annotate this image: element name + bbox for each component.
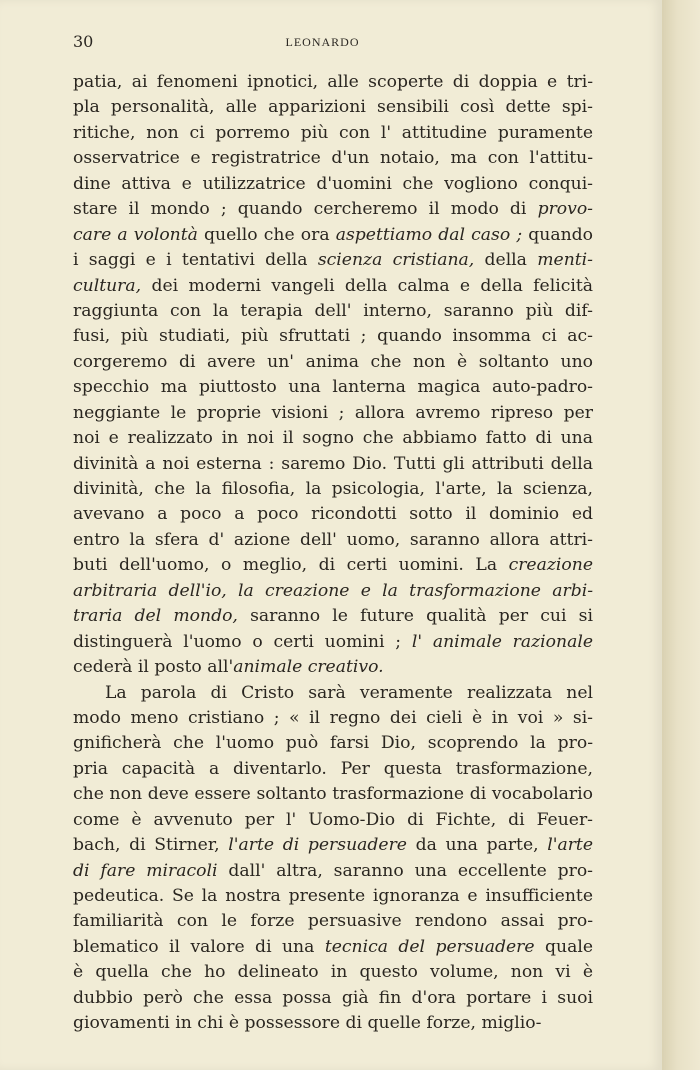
text-segment: osservatrice e registratrice d'un notaio, ma con l'attitu-	[73, 148, 593, 169]
text-line	[73, 223, 593, 248]
text-segment: pla personalità, alle apparizioni sensibili così dette spi-	[73, 97, 593, 118]
text-line	[73, 274, 593, 299]
text-segment: blematico il valore di una	[73, 936, 325, 957]
text-line	[73, 757, 593, 782]
text-segment: saranno le future qualità per cui si	[237, 606, 593, 627]
text-segment: patia, ai fenomeni ipnotici, alle scoperte di doppia e tri-	[73, 72, 593, 92]
text-segment: dine attiva e utilizzatrice d'uomini che vogliono conqui-	[73, 173, 593, 194]
text-segment: è quella che ho delineato in questo volume, non vi è	[73, 962, 593, 983]
running-head: LEONARDO	[285, 35, 360, 49]
text-segment: divinità a noi esterna : saremo Dio. Tutti gli attributi della	[73, 453, 593, 474]
text-line	[73, 655, 593, 680]
text-segment: avevano a poco a poco ricondotti sotto il dominio ed	[73, 504, 593, 525]
text-segment: pedeutica. Se la nostra presente ignoranza e insufficiente	[73, 886, 593, 906]
text-line	[73, 401, 593, 426]
text-line	[73, 808, 593, 833]
text-line	[73, 375, 593, 400]
italic-text: menti-	[537, 250, 593, 271]
page-number: 30	[73, 32, 94, 51]
body-text	[73, 70, 593, 1037]
text-line	[73, 681, 593, 706]
text-line	[73, 630, 593, 655]
text-line	[73, 731, 593, 756]
italic-text: provo-	[537, 199, 593, 220]
text-segment: entro la sfera d' azione dell' uomo, saranno allora attri-	[73, 529, 593, 550]
text-line	[73, 909, 593, 934]
text-line	[73, 70, 593, 95]
italic-text: traria del mondo,	[73, 606, 238, 627]
text-segment: dall' altra, saranno una eccellente pro-	[217, 860, 593, 881]
text-segment: cederà il posto all'	[73, 657, 234, 678]
text-line	[73, 477, 593, 502]
italic-text: di fare miracoli	[73, 860, 218, 881]
italic-text: l'arte di persuadere	[228, 835, 407, 856]
text-segment: quello che ora	[197, 224, 336, 245]
italic-text: animale creativo.	[233, 657, 384, 678]
text-segment: quale	[534, 936, 593, 957]
text-line	[73, 502, 593, 527]
text-segment: pria capacità a diventarlo. Per questa trasformazione,	[73, 758, 593, 779]
text-segment: fusi, più studiati, più sfruttati ; quando insomma ci ac-	[73, 326, 593, 347]
text-segment: stare il mondo ; quando cercheremo il modo di	[73, 199, 538, 220]
text-segment: giovamenti in chi è possessore di quelle forze, miglio-	[73, 1013, 542, 1034]
text-line	[73, 833, 593, 858]
text-segment: della	[474, 250, 538, 271]
italic-text: aspettiamo dal caso ;	[335, 224, 523, 245]
italic-text: tecnica del persuadere	[324, 936, 535, 957]
text-segment: raggiunta con la terapia dell' interno, saranno più dif-	[73, 300, 593, 321]
text-segment: da una parte,	[406, 835, 548, 856]
text-line	[73, 426, 593, 451]
text-segment: come è avvenuto per l' Uomo-Dio di Fichte, di Feuer-	[73, 809, 593, 830]
page-header	[0, 32, 662, 56]
text-line	[73, 1011, 593, 1036]
text-segment: noi e realizzato in noi il sogno che abbiamo fatto di una	[73, 428, 593, 449]
italic-text: l'arte	[547, 835, 593, 856]
italic-text: care a volontà	[73, 224, 198, 245]
text-segment: modo meno cristiano ; « il regno dei cieli è in voi » si-	[73, 707, 593, 728]
text-line	[73, 121, 593, 146]
text-line	[73, 960, 593, 985]
text-line	[73, 146, 593, 171]
text-segment: bach, di Stirner,	[73, 835, 229, 856]
text-line	[73, 579, 593, 604]
text-line	[73, 706, 593, 731]
text-line	[73, 299, 593, 324]
text-line	[73, 604, 593, 629]
text-segment: ritiche, non ci porremo più con l' attitudine puramente	[73, 122, 593, 143]
text-segment: quando	[522, 224, 593, 245]
text-segment: corgeremo di avere un' anima che non è soltanto uno	[73, 351, 593, 372]
italic-text: cultura,	[73, 275, 142, 296]
text-line	[73, 452, 593, 477]
italic-text: l' animale razionale	[411, 631, 593, 652]
page-gutter	[662, 0, 700, 1070]
text-line	[73, 935, 593, 960]
text-line	[73, 197, 593, 222]
text-segment: La parola di Cristo sarà veramente realizzata nel	[105, 682, 593, 703]
text-segment: specchio ma piuttosto una lanterna magica auto-padro-	[73, 377, 593, 398]
text-line	[73, 782, 593, 807]
text-line	[73, 859, 593, 884]
text-line	[73, 528, 593, 553]
text-segment: i saggi e i tentativi della	[73, 250, 318, 271]
text-segment: neggiante le proprie visioni ; allora avremo ripreso per	[73, 402, 593, 423]
italic-text: creazione	[508, 555, 593, 576]
text-segment: che non deve essere soltanto trasformazione di vocabolario	[73, 784, 593, 805]
text-segment: familiarità con le forze persuasive rendono assai pro-	[73, 911, 593, 932]
italic-text: arbitraria dell'io, la creazione e la trasformazione arbi-	[73, 580, 593, 601]
text-segment: gnificherà che l'uomo può farsi Dio, scoprendo la pro-	[73, 733, 593, 754]
text-line	[73, 248, 593, 273]
italic-text: scienza cristiana,	[317, 250, 475, 271]
text-segment: dei moderni vangeli della calma e della felicità	[141, 275, 593, 296]
text-line	[73, 553, 593, 578]
text-segment: divinità, che la filosofia, la psicologia, l'arte, la scienza,	[73, 479, 593, 499]
text-line	[73, 986, 593, 1011]
text-line	[73, 95, 593, 120]
text-line	[73, 172, 593, 197]
text-segment: dubbio però che essa possa già fin d'ora portare i suoi	[73, 987, 593, 1008]
text-line	[73, 324, 593, 349]
text-segment: distinguerà l'uomo o certi uomini ;	[73, 631, 412, 652]
text-line	[73, 884, 593, 909]
text-line	[73, 350, 593, 375]
text-segment: buti dell'uomo, o meglio, di certi uomini. La	[73, 555, 509, 576]
